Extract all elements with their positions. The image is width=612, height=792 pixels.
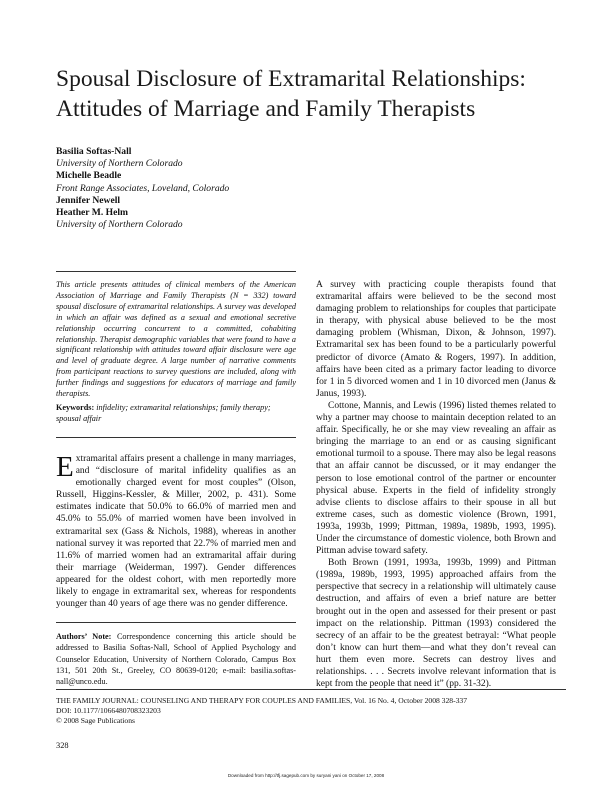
author-name: Heather M. Helm: [56, 207, 129, 219]
body-paragraph-text: xtramarital affairs present a challenge in many marriages, and “disclosure of marital infidelity qualifies as an emotionally charged event for most couples” (Olson, Russell, Higgins-Kessler, & Miller, 2002, p. 431). Some estimates indicate that 50.0% to 66.0% of married men and 45.0% to 55.0% of married women have been involved in extramarital sex (Gass & Nichols, 1988), whereas in another national survey it was reported that 22.7% of married men and 11.6% of married women had an extramarital affair during their marriage (Weiderman, 1997). Gender differences appeared for the oldest cohort, with men reportedly more likely to engage in extramarital sex, whereas for respondents younger than 40 years of age there was no gender difference.: [56, 454, 296, 610]
author-name: Basilia Softas-Nall: [56, 146, 132, 157]
keywords: [56, 403, 296, 425]
authors-note: [56, 631, 296, 687]
authors-note-rule: [56, 622, 296, 623]
author-list: [56, 146, 229, 231]
author-name: Jennifer Newell: [56, 194, 121, 206]
author-affiliation: Front Range Associates, Loveland, Colorado: [56, 182, 230, 194]
body-paragraph: A survey with practicing couple therapists found that extramarital affairs were believed to be the second most damaging problem to relationships for couples that participate in therapy, with physical abuse believed to be the most damaging problem (Whisman, Dixon, & Johnson, 1997). Extramarital sex has been found to be a particularly powerful predictor of divorce (Amato & Rogers, 1997). In addition, affairs have been cited as a primary factor leading to divorce for 1 in 5 divorced women and 1 in 10 divorced men (Janus & Janus, 1993).: [316, 280, 556, 399]
page-number: 328: [56, 741, 69, 750]
body-paragraph: [56, 453, 296, 610]
download-notice: Downloaded from http://tfj.sagepub.com by suryani yani on October 17, 2008: [227, 773, 385, 778]
journal-citation: [56, 696, 566, 726]
drop-cap: E: [56, 451, 74, 483]
footer-rule: [56, 689, 566, 690]
journal-copyright: © 2008 Sage Publications: [56, 715, 135, 725]
body-column-right: [316, 279, 556, 690]
abstract-bottom-rule: [56, 437, 296, 438]
journal-doi: DOI: 10.1177/1066480708323203: [56, 705, 161, 715]
body-paragraph: Both Brown (1991, 1993a, 1993b, 1999) and Pittman (1989a, 1989b, 1993, 1995) approached affairs from the perspective that secrecy in a relationship will ultimately cause destruction, and affairs of even a brief nature are better brought out in the open and assessed for their present or past impact on the relationship. Pittman (1993) considered the secrecy of an affair to be the greatest betrayal: “What people don’t know can hurt them—and what they don’t reveal can hurt them even more. Secrets can destroy lives and relationships. . . . Secrets involve relevant information that is kept from the people that need it” (pp. 31-32).: [316, 558, 556, 690]
authors-note-label: Authors’ Note:: [56, 632, 112, 641]
title-line-1: Spousal Disclosure of Extramarital Relationships:: [56, 66, 526, 92]
author-name: Michelle Beadle: [56, 170, 122, 182]
title-line-2: Attitudes of Marriage and Family Therapists: [56, 96, 476, 122]
body-column-left: [56, 453, 296, 610]
article-title: [56, 64, 576, 124]
keywords-value: infidelity; extramarital relationships; family therapy; spousal affair: [56, 403, 271, 423]
author-affiliation: University of Northern Colorado: [56, 158, 183, 170]
abstract: This article presents attitudes of clinical members of the American Association of Marriage and Family Therapists (N = 332) toward spousal disclosure of extramarital relationships. A survey was developed in which an affair was defined as a sexual and emotional secretive relationship occurring concurrent to a committed, cohabiting relationship. Therapist demographic variables that were found to have a significant relationship with attitudes toward affair disclosure were age and level of graduate degree. A large number of narrative comments from participant reactions to survey questions are included, along with further findings and suggestions for educators of marriage and family therapists.: [56, 280, 296, 399]
body-paragraph: Cottone, Mannis, and Lewis (1996) listed themes related to why a partner may choose to maintain deception related to an affair. Specifically, he or she may view revealing an affair as bringing the marriage to an end or as causing significant emotional turmoil to a spouse. There may also be legal reasons that an affair cannot be discussed, or it may endanger the person to lose emotional control of the partner or encounter physical abuse. Experts in the field of infidelity strongly advise clients to disclose affairs to their spouse in all but extreme cases, such as domestic violence (Brown, 1991, 1993a, 1993b, 1999; Pittman, 1989a, 1989b, 1993, 1995). Under the circumstance of domestic violence, both Brown and Pittman advise toward safety.: [316, 400, 556, 557]
abstract-top-rule: [56, 271, 296, 272]
journal-title-line: THE FAMILY JOURNAL: COUNSELING AND THERAPY FOR COUPLES AND FAMILIES, Vol. 16 No. 4, October 2008 328-337: [56, 696, 467, 705]
authors-note-text: Correspondence concerning this article should be addressed to Basilia Softas-Nall, School of Applied Psychology and Counselor Education, University of Northern Colorado, Campus Box 131, 501 20th St., Greeley, CO 80639-0120; e-mail: basilia.softas-nall@unco.edu.: [56, 632, 296, 687]
keywords-label: Keywords:: [56, 403, 95, 412]
author-affiliation: University of Northern Colorado: [56, 219, 183, 231]
